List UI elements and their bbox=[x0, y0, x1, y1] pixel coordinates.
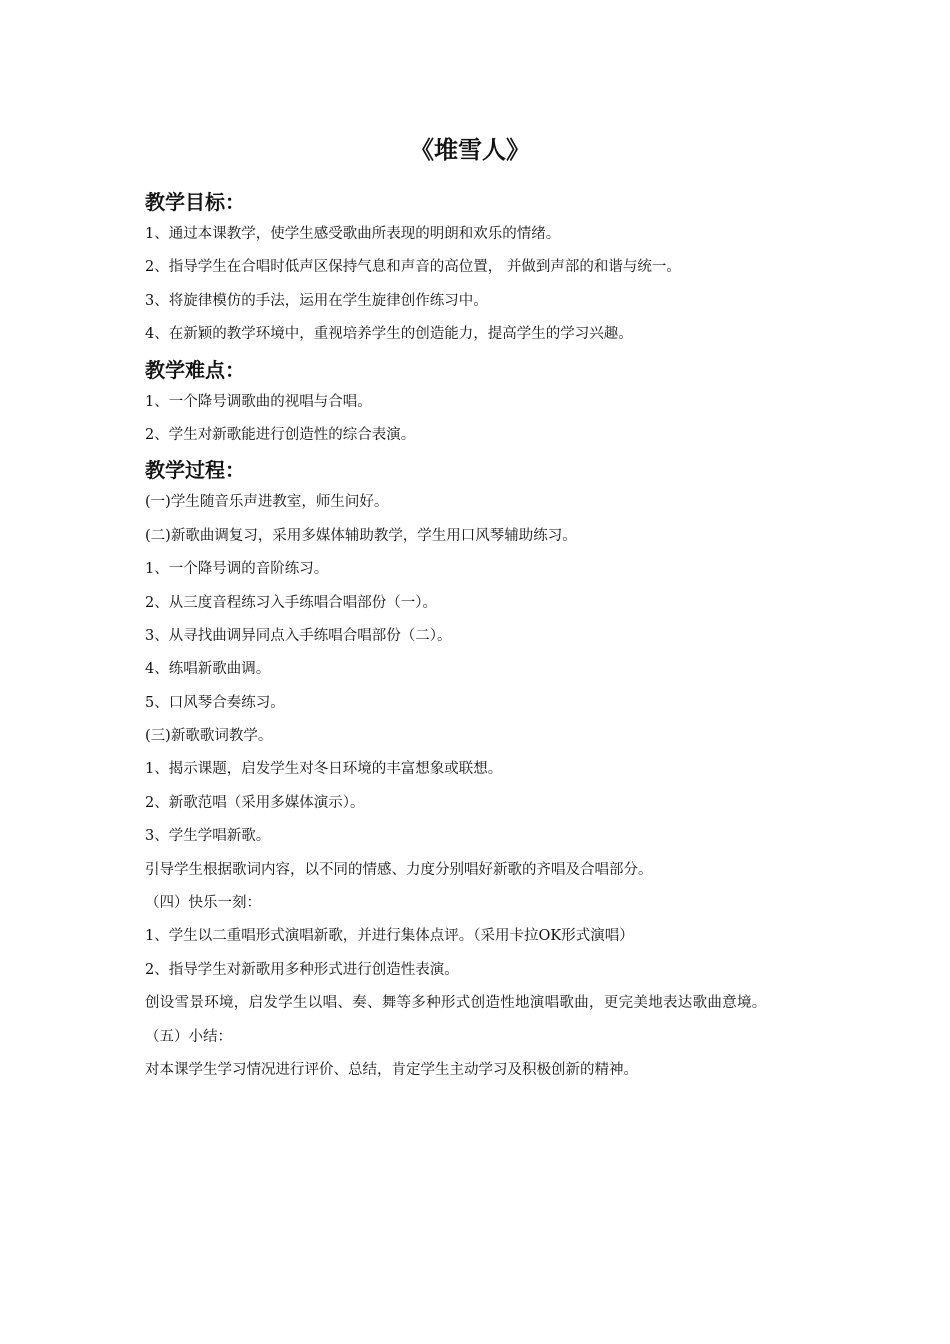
difficulty-item: 2、学生对新歌能进行创造性的综合表演。 bbox=[145, 426, 416, 443]
process-item: 创设雪景环境，启发学生以唱、奏、舞等多种形式创造性地演唱歌曲，更完美地表达歌曲意境。 bbox=[145, 995, 767, 1012]
process-item: （五）小结： bbox=[145, 1029, 232, 1046]
process-item: 3、从寻找曲调异同点入手练唱合唱部份（二）。 bbox=[145, 627, 452, 644]
process-item: 对本课学生学习情况进行评价、总结，肯定学生主动学习及积极创新的精神。 bbox=[145, 1061, 638, 1078]
difficulty-item: 1、一个降号调歌曲的视唱与合唱。 bbox=[145, 393, 372, 410]
process-item: (三)新歌歌词教学。 bbox=[145, 728, 273, 745]
process-item: 1、揭示课题，启发学生对冬日环境的丰富想象或联想。 bbox=[145, 761, 503, 778]
objective-item: 4、在新颖的教学环境中，重视培养学生的创造能力，提高学生的学习兴趣。 bbox=[145, 326, 633, 343]
objective-item: 2、指导学生在合唱时低声区保持气息和声音的高位置， 并做到声部的和谐与统一。 bbox=[145, 259, 681, 276]
process-item: 1、学生以二重唱形式演唱新歌，并进行集体点评。（采用卡拉OK形式演唱） bbox=[145, 928, 634, 945]
process-heading: 教学过程： bbox=[145, 458, 245, 483]
process-item: 1、一个降号调的音阶练习。 bbox=[145, 561, 329, 578]
process-item: 2、新歌范唱（采用多媒体演示）。 bbox=[145, 794, 365, 811]
process-item: （四）快乐一刻： bbox=[145, 895, 261, 912]
objective-item: 1、通过本课教学，使学生感受歌曲所表现的明朗和欢乐的情绪。 bbox=[145, 226, 561, 242]
objectives-heading: 教学目标： bbox=[145, 190, 245, 214]
process-item: (二)新歌曲调复习，采用多媒体辅助教学，学生用口风琴辅助练习。 bbox=[145, 527, 577, 544]
document-page bbox=[145, 128, 815, 1087]
process-item: 4、练唱新歌曲调。 bbox=[145, 661, 271, 678]
process-item: 引导学生根据歌词内容，以不同的情感、力度分别唱好新歌的齐唱及合唱部分。 bbox=[145, 861, 653, 878]
objective-item: 3、将旋律模仿的手法，运用在学生旋律创作练习中。 bbox=[145, 292, 488, 309]
process-item: 2、从三度音程练习入手练唱合唱部份（一）。 bbox=[145, 594, 437, 611]
process-item: (一)学生随音乐声进教室，师生问好。 bbox=[145, 494, 389, 511]
process-item: 3、学生学唱新歌。 bbox=[145, 828, 271, 845]
document-title: 《堆雪人》 bbox=[410, 136, 530, 164]
process-item: 5、口风琴合奏练习。 bbox=[145, 694, 285, 711]
difficulties-heading: 教学难点： bbox=[145, 357, 245, 382]
process-item: 2、指导学生对新歌用多种形式进行创造性表演。 bbox=[145, 961, 459, 978]
